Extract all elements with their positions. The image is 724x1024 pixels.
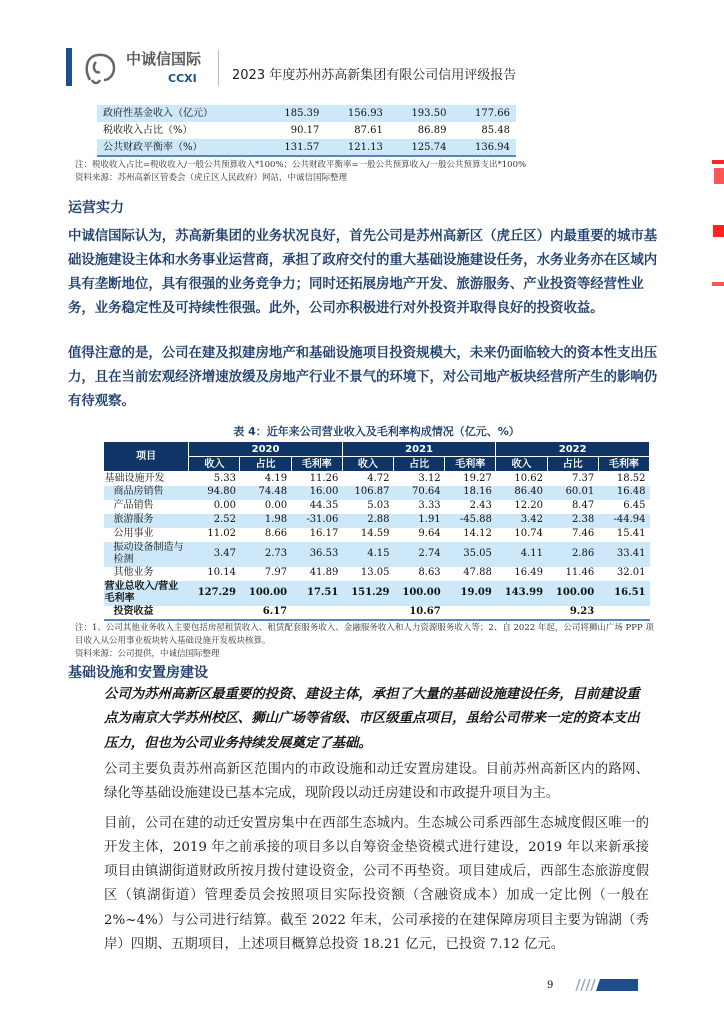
header-accent-bar xyxy=(66,48,72,86)
cell-value: 70.64 xyxy=(394,486,445,500)
row-label: 公共财政平衡率（%） xyxy=(97,139,262,156)
cell-value: 13.05 xyxy=(360,567,390,579)
cell-value: 12.20 xyxy=(514,500,544,512)
col-header-item: 项目 xyxy=(104,442,189,472)
fiscal-table-notes xyxy=(75,159,675,185)
cell-value: 87.61 xyxy=(354,125,383,136)
table-row xyxy=(97,122,516,139)
table-source: 资料来源：公司提供，中诚信国际整理 xyxy=(75,648,220,659)
cell-empty xyxy=(496,606,547,620)
cell-value: 19.27 xyxy=(463,472,492,484)
cell-value: 14.12 xyxy=(463,528,492,540)
row-label: 商品房销售 xyxy=(104,486,189,500)
table-row xyxy=(97,105,516,122)
elephant-logo-icon xyxy=(82,50,124,88)
revenue-table xyxy=(103,441,650,621)
col-subheader: 毛利率 xyxy=(598,457,649,472)
cell-value: 4.72 xyxy=(367,472,390,484)
cell-value: 5.33 xyxy=(213,472,236,484)
table-source: 资料来源：苏州高新区管委会（虎丘区人民政府）网站，中诚信国际整理 xyxy=(75,173,348,183)
cell-value: 9.23 xyxy=(547,606,598,620)
cell-value: 8.47 xyxy=(571,500,595,512)
cell-empty xyxy=(598,606,649,620)
col-subheader: 占比 xyxy=(394,457,445,472)
ccxi-logo xyxy=(82,48,212,90)
cell-value: 14.59 xyxy=(360,528,390,540)
table-note: 注：税收收入占比=税收收入/一般公共预算收入*100%；公共财政平衡率=一般公共预算收入/一般公共预算支出*100% xyxy=(75,160,527,170)
cell-value: 16.48 xyxy=(598,486,649,500)
table-row xyxy=(104,486,650,500)
col-subheader: 毛利率 xyxy=(291,457,342,472)
cell-value: -31.06 xyxy=(291,514,342,528)
cell-value: 106.87 xyxy=(342,486,393,500)
col-header-year: 2021 xyxy=(342,442,496,457)
table-row xyxy=(104,567,650,581)
col-header-year: 2022 xyxy=(496,442,650,457)
cell-value: 3.42 xyxy=(496,514,547,528)
operations-paragraph-1: 中诚信国际认为，苏高新集团的业务状况良好，首先公司是苏州高新区（虎丘区）内最重要的城市基础设施建设主体和水务事业运营商，承担了政府交付的重大基础设施建设任务，水务业务亦在区域内具有垄断地位，具有很强的业务竞争力；同时还拓展房地产开发、旅游服务、产业投资等经营性业务，业务稳定性及可持续性很强。此外，公司亦积极进行对外投资并取得良好的投资收益。 xyxy=(68,229,658,316)
cell-value: 2.74 xyxy=(394,542,445,567)
cell-value: 193.50 xyxy=(389,105,453,122)
cell-value: 4.19 xyxy=(264,472,288,484)
cell-value: 0.00 xyxy=(213,500,236,512)
cell-value: 185.39 xyxy=(262,105,326,122)
cell-value: 11.46 xyxy=(565,567,595,579)
col-subheader: 收入 xyxy=(342,457,393,472)
cell-value: 19.09 xyxy=(445,581,496,606)
cell-value: 41.89 xyxy=(309,567,339,579)
table-row xyxy=(104,472,650,486)
cell-value: 36.53 xyxy=(291,542,342,567)
row-label: 税收收入占比（%） xyxy=(103,125,193,136)
cell-value: 17.51 xyxy=(291,581,342,606)
table-row xyxy=(97,139,516,156)
cell-value: 136.94 xyxy=(452,139,516,156)
cell-value: 85.48 xyxy=(481,125,510,136)
cell-empty xyxy=(291,606,342,620)
cell-value: 100.00 xyxy=(547,581,598,606)
cell-value: 6.17 xyxy=(240,606,291,620)
cell-value: 1.91 xyxy=(394,514,445,528)
table-row-investment xyxy=(104,606,650,620)
cell-empty xyxy=(189,606,240,620)
cell-value: 16.51 xyxy=(598,581,649,606)
row-label: 政府性基金收入（亿元） xyxy=(97,105,262,122)
page-number: 9 xyxy=(547,980,554,991)
cell-value: -44.94 xyxy=(598,514,649,528)
table-row xyxy=(104,528,650,542)
table-row xyxy=(104,542,650,567)
cell-empty xyxy=(342,606,393,620)
cell-value: 125.74 xyxy=(389,139,453,156)
cell-value: 35.05 xyxy=(445,542,496,567)
footer-decoration xyxy=(572,979,640,991)
section-heading-operations: 运营实力 xyxy=(68,200,124,216)
cell-value: 7.97 xyxy=(264,567,288,579)
cell-value: 32.01 xyxy=(616,567,646,579)
cell-value: 18.52 xyxy=(616,472,646,484)
col-subheader: 收入 xyxy=(496,457,547,472)
cell-value: 6.45 xyxy=(623,500,646,512)
operations-paragraph-2: 值得注意的是，公司在建及拟建房地产和基础设施项目投资规模大，未来仍面临较大的资本性支出压力，且在当前宏观经济增速放缓及房地产行业不景气的环境下，对公司地产板块经营所产生的影响仍有待观察。 xyxy=(68,346,658,409)
cell-value: 8.66 xyxy=(264,528,288,540)
cell-value: 7.37 xyxy=(571,472,595,484)
row-label: 公用事业 xyxy=(113,528,154,540)
cell-value: -45.88 xyxy=(445,514,496,528)
cell-value: 2.43 xyxy=(469,500,492,512)
cell-value: 1.98 xyxy=(240,514,291,528)
cell-value: 2.73 xyxy=(240,542,291,567)
cell-value: 86.89 xyxy=(417,125,447,136)
table-caption: 表 4：近年来公司营业收入及毛利率构成情况（亿元、%） xyxy=(233,425,520,438)
cell-value: 11.02 xyxy=(207,528,236,540)
col-subheader: 毛利率 xyxy=(445,457,496,472)
col-subheader: 占比 xyxy=(240,457,291,472)
table-row xyxy=(104,500,650,514)
cell-value: 0.00 xyxy=(264,500,288,512)
logo-text-en: CCXI xyxy=(168,72,197,85)
document-title: 2023 年度苏州苏高新集团有限公司信用评级报告 xyxy=(232,68,517,83)
row-label: 旅游服务 xyxy=(104,514,189,528)
cell-value: 10.67 xyxy=(394,606,445,620)
table-row xyxy=(104,581,650,606)
cell-value: 10.62 xyxy=(514,472,544,484)
cell-value: 10.74 xyxy=(514,528,544,540)
cell-value: 60.01 xyxy=(547,486,598,500)
cell-value: 151.29 xyxy=(342,581,393,606)
row-label: 振动设备制造与检测 xyxy=(104,542,189,567)
col-subheader: 占比 xyxy=(547,457,598,472)
cell-value: 2.52 xyxy=(189,514,240,528)
cell-value: 44.35 xyxy=(309,500,339,512)
cell-value: 156.93 xyxy=(325,105,389,122)
cell-value: 4.11 xyxy=(496,542,547,567)
cell-value: 7.46 xyxy=(571,528,595,540)
col-header-year: 2020 xyxy=(189,442,343,457)
cell-value: 9.64 xyxy=(418,528,441,540)
cell-value: 3.12 xyxy=(418,472,441,484)
cell-value: 5.03 xyxy=(367,500,390,512)
cell-value: 127.29 xyxy=(189,581,240,606)
cell-value: 3.33 xyxy=(418,500,441,512)
page-body xyxy=(0,105,724,957)
cell-value: 2.88 xyxy=(342,514,393,528)
cell-value: 16.49 xyxy=(514,567,544,579)
table-note: 注：1、公司其他业务收入主要包括房屋租赁收入、租赁配套服务收入、金融服务收入和人力资源服务收入等；2、自 2022 年起，公司将狮山广场 PPP 项目收入从公用事业板块转入基础设施开发板块核算。 xyxy=(75,622,654,646)
cell-empty xyxy=(445,606,496,620)
table-row xyxy=(104,514,650,528)
cell-value: 177.66 xyxy=(452,105,516,122)
infrastructure-paragraph-2: 目前，公司在建的动迁安置房集中在西部生态城内。生态城公司系西部生态城度假区唯一的开发主体，2019 年之前承接的项目多以自筹资金垫资模式进行建设，2019 年以来新承接项目由镇湖街道财政所按月拨付建设资金，公司不再垫资。项目建成后，西部生态旅游度假区（镇湖街道）管理委员会按照项目实际投资额（含融资成本）加成一定比例（一般在 2%~4%）与公司进行结算。截至 2022 年末，公司承接的在建保障房项目主要为锦湖（秀岸）四期、五期项目，上述项目概算总投资 18.21 亿元，已投资 7.12 亿元。 xyxy=(104,815,649,953)
cell-value: 131.57 xyxy=(262,139,326,156)
cell-value: 2.86 xyxy=(547,542,598,567)
cell-value: 94.80 xyxy=(189,486,240,500)
cell-value: 74.48 xyxy=(240,486,291,500)
header-divider xyxy=(218,50,219,86)
cell-value: 100.00 xyxy=(240,581,291,606)
cell-value: 143.99 xyxy=(496,581,547,606)
row-label: 基础设施开发 xyxy=(104,472,165,484)
cell-value: 33.41 xyxy=(598,542,649,567)
row-label: 营业总收入/营业毛利率 xyxy=(104,581,189,606)
revenue-table-notes xyxy=(75,622,655,661)
cell-value: 47.88 xyxy=(463,567,492,579)
cell-value: 2.38 xyxy=(547,514,598,528)
section-heading-infrastructure: 基础设施和安置房建设 xyxy=(68,664,208,681)
fiscal-table xyxy=(97,105,516,157)
row-label: 投资收益 xyxy=(104,606,189,620)
cell-value: 8.63 xyxy=(418,567,441,579)
cell-value: 16.17 xyxy=(309,528,339,540)
logo-text-cn: 中诚信国际 xyxy=(126,50,202,68)
cell-value: 16.00 xyxy=(291,486,342,500)
cell-value: 10.14 xyxy=(207,567,236,579)
row-label: 其他业务 xyxy=(113,567,154,579)
infrastructure-paragraph-1: 公司主要负责苏州高新区范围内的市政设施和动迁安置房建设。目前苏州高新区内的路网、绿化等基础设施建设已基本完成，现阶段以动迁房建设和市政提升项目为主。 xyxy=(104,762,649,802)
cell-value: 100.00 xyxy=(394,581,445,606)
col-subheader: 收入 xyxy=(189,457,240,472)
cell-value: 4.15 xyxy=(342,542,393,567)
row-label: 产品销售 xyxy=(113,500,154,512)
cell-value: 11.26 xyxy=(309,472,339,484)
cell-value: 90.17 xyxy=(290,125,320,136)
cell-value: 121.13 xyxy=(325,139,389,156)
cell-value: 86.40 xyxy=(496,486,547,500)
infrastructure-summary: 公司为苏州高新区最重要的投资、建设主体，承担了大量的基础设施建设任务，目前建设重点为南京大学苏州校区、狮山广场等省级、市区级重点项目，虽给公司带来一定的资本支出压力，但也为公司业务持续发展奠定了基础。 xyxy=(104,686,640,751)
cell-value: 18.16 xyxy=(445,486,496,500)
cell-value: 3.47 xyxy=(189,542,240,567)
cell-value: 15.41 xyxy=(616,528,646,540)
